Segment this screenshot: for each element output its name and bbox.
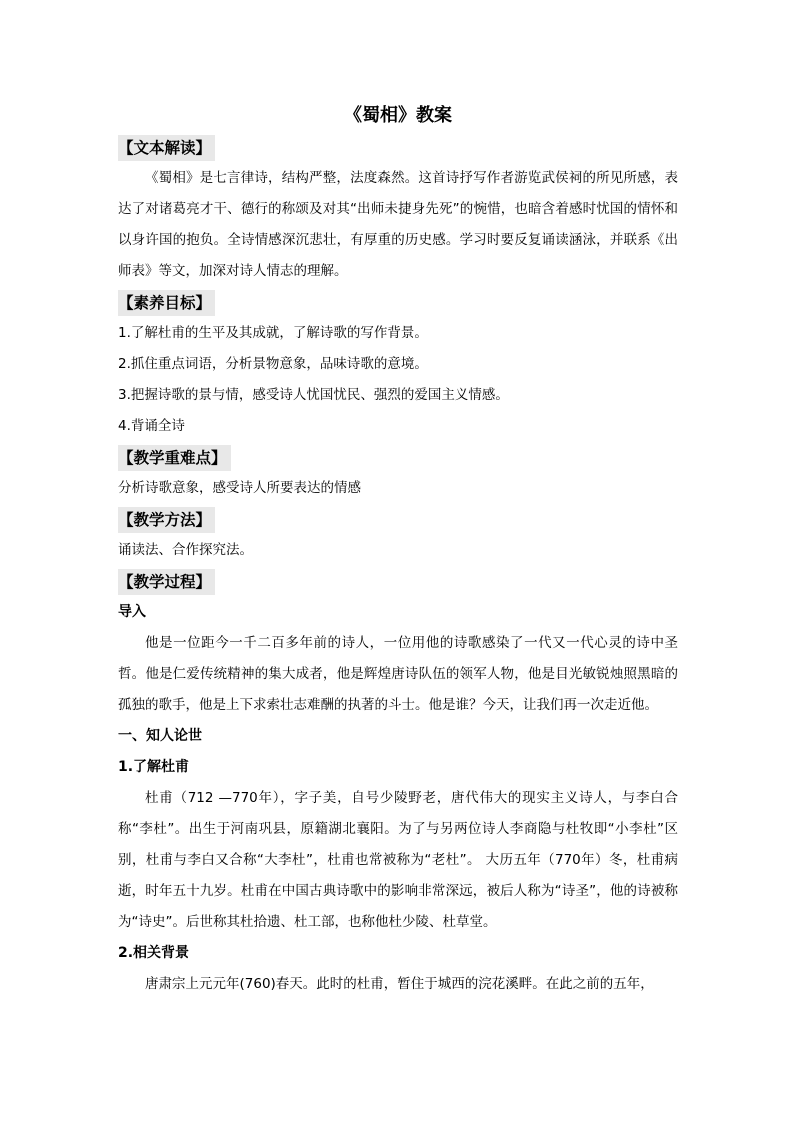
goal-item: 2.抓住重点词语，分析景物意象，品味诗歌的意境。 bbox=[118, 356, 428, 372]
sub2-text: 唐肃宗上元元年(760)春天。此时的杜甫，暂住于城西的浣花溪畔。在此之前的五年， bbox=[145, 976, 654, 992]
section-process-header bbox=[118, 566, 678, 597]
sub1-text: 杜甫（712 —770年），字子美，自号少陵野老，唐代伟大的现实主义诗人，与李白合称“李杜”。出生于河南巩县，原籍湖北襄阳。为了与另两位诗人李商隐与杜牧即“小李杜”区别，杜甫与李白又合称“大李杜”，杜甫也常被称为“老杜”。 大历五年（770年）冬，杜甫病逝，时年五十九岁。杜甫在中国古典诗歌中的影响非常深远，被后人称为“诗圣”，他的诗被称为“诗史”。后世称其杜拾遗、杜工部，也称他杜少陵、杜草堂。 bbox=[118, 790, 678, 930]
section-reading-header bbox=[118, 132, 678, 163]
part1-heading: 一、知人论世 bbox=[118, 728, 202, 744]
section-method-text: 诵读法、合作探究法。 bbox=[118, 542, 253, 558]
document-page bbox=[118, 100, 678, 1000]
section-key-header bbox=[118, 442, 678, 473]
section-heading: 【教学过程】 bbox=[118, 569, 215, 595]
section-heading: 【素养目标】 bbox=[118, 290, 215, 316]
section-method-header bbox=[118, 504, 678, 535]
sub1-heading: 1.了解杜甫 bbox=[118, 759, 190, 775]
document-title: 《蜀相》教案 bbox=[344, 105, 452, 126]
section-goals-header bbox=[118, 287, 678, 318]
goal-item: 4.背诵全诗 bbox=[118, 418, 185, 434]
goal-item: 1.了解杜甫的生平及其成就，了解诗歌的写作背景。 bbox=[118, 325, 428, 341]
intro-heading: 导入 bbox=[118, 604, 146, 620]
section-heading: 【文本解读】 bbox=[118, 135, 215, 161]
section-heading: 【教学方法】 bbox=[118, 507, 215, 533]
section-reading-text: 《蜀相》是七言律诗，结构严整，法度森然。这首诗抒写作者游览武侯祠的所见所感，表达了对诸葛亮才干、德行的称颂及对其“出师未捷身先死”的惋惜，也暗含着感时忧国的情怀和以身许国的抱负。全诗情感深沉悲壮，有厚重的历史感。学习时要反复诵读涵泳，并联系《出师表》等文，加深对诗人情志的理解。 bbox=[118, 170, 678, 279]
section-key-text: 分析诗歌意象，感受诗人所要表达的情感 bbox=[118, 480, 361, 496]
intro-text: 他是一位距今一千二百多年前的诗人，一位用他的诗歌感染了一代又一代心灵的诗中圣哲。他是仁爱传统精神的集大成者，他是辉煌唐诗队伍的领军人物，他是目光敏锐烛照黑暗的孤独的歌手，他是上下求索壮志难酬的执著的斗士。他是谁？今天，让我们再一次走近他。 bbox=[118, 635, 678, 713]
goal-item: 3.把握诗歌的景与情，感受诗人忧国忧民、强烈的爱国主义情感。 bbox=[118, 387, 509, 403]
sub2-heading: 2.相关背景 bbox=[118, 945, 190, 961]
section-heading: 【教学重难点】 bbox=[118, 445, 231, 471]
